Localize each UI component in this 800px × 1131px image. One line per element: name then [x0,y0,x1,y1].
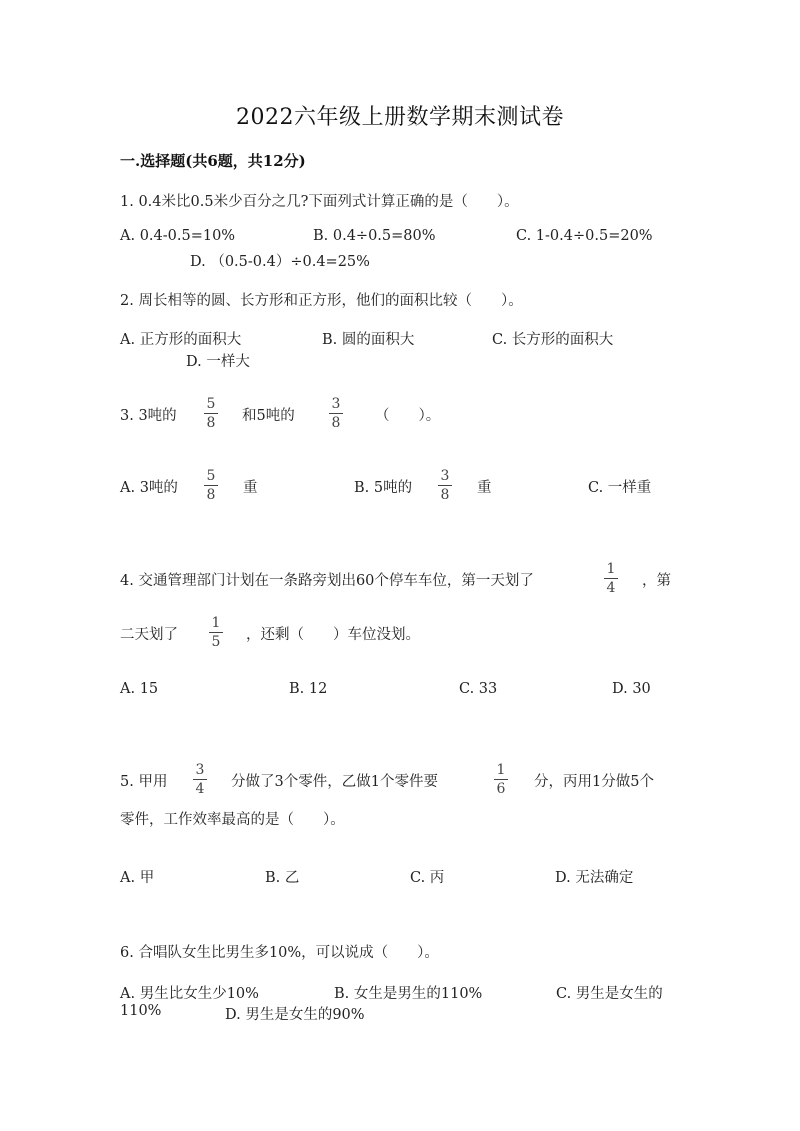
question-4-text-3: 二天划了 [120,627,178,643]
fraction-denominator: 4 [606,580,616,596]
question-3-fraction-1 [202,396,220,431]
question-3-option-b-fraction [436,468,454,503]
page-title: 2022六年级上册数学期末测试卷 [236,105,564,130]
question-4-option-b: B. 12 [289,681,328,697]
question-6-option-a: A. 男生比女生少10% [120,986,259,1002]
fraction-denominator: 6 [496,781,506,797]
fraction-numerator: 1 [606,561,616,577]
question-6-option-d: D. 男生是女生的90% [225,1007,365,1023]
question-1-stem: 1. 0.4米比0.5米少百分之几?下面列式计算正确的是（ ）。 [120,194,519,210]
question-6-option-c: C. 男生是女生的 [556,986,663,1002]
question-2-stem: 2. 周长相等的圆、长方形和正方形，他们的面积比较（ ）。 [120,293,523,309]
question-5-option-c: C. 丙 [410,870,445,886]
question-3-option-b-text: B. 5吨的 [354,480,413,496]
fraction-numerator: 1 [211,615,221,631]
question-1-option-d: D. （0.5-0.4）÷0.4=25% [190,254,370,270]
question-4-option-d: D. 30 [612,681,651,697]
fraction-denominator: 4 [195,781,205,797]
question-2-option-d: D. 一样大 [186,354,250,370]
question-3-text-2: 和5吨的 [242,408,295,424]
fraction-denominator: 8 [331,415,341,431]
question-5-text-1: 5. 甲用 [120,774,168,790]
fraction-denominator: 8 [440,487,450,503]
question-5-option-d: D. 无法确定 [555,870,634,886]
question-5-fraction-1 [191,762,209,797]
question-2-option-c: C. 长方形的面积大 [492,332,614,348]
question-5-option-a: A. 甲 [120,870,155,886]
question-3-text-1: 3. 3吨的 [120,408,177,424]
question-4-text-1: 4. 交通管理部门计划在一条路旁划出60个停车车位，第一天划了 [120,573,534,589]
fraction-numerator: 5 [206,468,216,484]
question-4-fraction-1 [602,561,620,596]
section-heading: 一.选择题(共6题，共12分) [120,152,306,170]
question-3-option-a-fraction [202,468,220,503]
question-5-text-4: 零件，工作效率最高的是（ ）。 [120,812,345,828]
question-6-option-c-continued: 110% [120,1003,162,1019]
question-5-option-b: B. 乙 [265,870,300,886]
question-6-stem: 6. 合唱队女生比男生多10%，可以说成（ ）。 [120,945,439,961]
fraction-numerator: 3 [440,468,450,484]
fraction-numerator: 1 [496,762,506,778]
question-2-option-b: B. 圆的面积大 [322,332,415,348]
fraction-denominator: 8 [206,415,216,431]
question-5-text-3: 分，丙用1分做5个 [534,774,654,790]
fraction-numerator: 3 [331,396,341,412]
question-3-option-c: C. 一样重 [588,480,652,496]
question-6-option-b: B. 女生是男生的110% [334,986,483,1002]
question-3-option-b-suffix: 重 [477,480,492,496]
question-1-option-a: A. 0.4-0.5=10% [120,228,236,244]
fraction-numerator: 3 [195,762,205,778]
fraction-denominator: 5 [211,634,221,650]
question-4-option-c: C. 33 [459,681,498,697]
question-3-option-a-text: A. 3吨的 [120,480,178,496]
question-2-option-a: A. 正方形的面积大 [120,332,242,348]
question-4-option-a: A. 15 [120,681,159,697]
question-3-option-a-suffix: 重 [243,480,258,496]
question-4-fraction-2 [207,615,225,650]
question-1-option-b: B. 0.4÷0.5=80% [313,228,436,244]
question-4-text-4: ，还剩（ ）车位没划。 [246,627,420,643]
fraction-numerator: 5 [206,396,216,412]
question-5-fraction-2 [492,762,510,797]
question-1-option-c: C. 1-0.4÷0.5=20% [516,228,653,244]
question-3-fraction-2 [327,396,345,431]
question-4-text-2: ，第 [642,573,671,589]
question-3-text-3: （ ）。 [375,408,441,424]
fraction-denominator: 8 [206,487,216,503]
question-5-text-2: 分做了3个零件，乙做1个零件要 [231,774,438,790]
